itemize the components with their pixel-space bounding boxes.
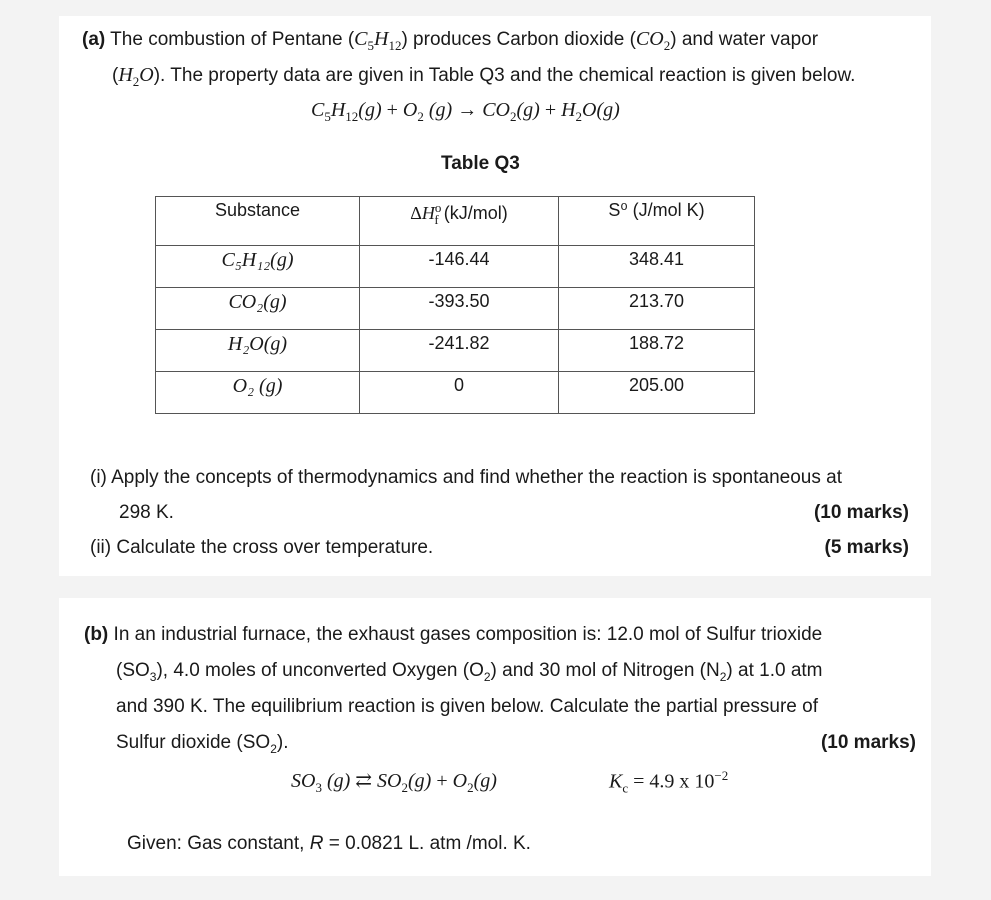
entropy-cell: 205.00	[559, 372, 755, 414]
h2o-formula: $H_2O$	[118, 64, 154, 89]
question-i-line1: (i) Apply the concepts of thermodynamics and find whether the reaction is spontaneous at	[90, 467, 842, 488]
part-a-card	[59, 16, 931, 576]
part-a-label: (a)	[82, 29, 106, 50]
question-ii: (ii) Calculate the cross over temperature.	[90, 537, 434, 558]
header-substance: Substance	[156, 197, 360, 246]
enthalpy-cell: -241.82	[360, 330, 559, 372]
table-row	[156, 372, 755, 414]
part-b-line2: $(SO_3)$, 4.0 moles of unconverted Oxygen $(O_2)$ and 30 mol of Nitrogen $(N_2)$ at 1.0 atm	[116, 660, 823, 684]
gas-constant-note: Given: Gas constant, R = 0.0821 L. atm /mol. K.	[127, 833, 531, 854]
part-b-card	[59, 598, 931, 876]
enthalpy-cell: -146.44	[360, 246, 559, 288]
header-entropy: S⁰ (J/mol K)	[559, 197, 755, 246]
table-header-row	[156, 197, 755, 246]
header-enthalpy: $\Delta H^o_f$ (kJ/mol)	[360, 197, 559, 246]
part-b-line3: and 390 K. The equilibrium reaction is given below. Calculate the partial pressure of	[116, 696, 818, 717]
question-i-marks: (10 marks)	[813, 502, 909, 523]
kc-expression: $K_c = 4.9$ x $10^{-2}$	[609, 768, 729, 796]
table-row	[156, 330, 755, 372]
table-title: Table Q3	[441, 153, 520, 174]
part-a-line1: (a) The combustion of Pentane $(C_5H_{12})$ produces Carbon dioxide $(CO_2)$ and water vapor	[82, 28, 819, 53]
equilibrium-equation: $SO_3$ (g) ⇄ $SO_2(g) + O_2(g)$	[291, 770, 497, 795]
formula-cell: H₂O(g)	[156, 330, 360, 372]
pentane-formula: $C_5H_{12}$	[354, 28, 402, 53]
enthalpy-cell: -393.50	[360, 288, 559, 330]
enthalpy-cell: 0	[360, 372, 559, 414]
entropy-cell: 188.72	[559, 330, 755, 372]
part-a-line2: $(H_2O)$. The property data are given in Table Q3 and the chemical reaction is given below.	[112, 64, 856, 89]
part-b-line1: (b) In an industrial furnace, the exhaust gases composition is: 12.0 mol of Sulfur trioxide	[84, 624, 823, 645]
formula-cell: CO₂(g)	[156, 288, 360, 330]
part-b-label: (b)	[84, 624, 109, 645]
question-i-line2: 298 K.	[119, 502, 174, 523]
formula-cell: C₅H₁₂(g)	[156, 246, 360, 288]
entropy-cell: 348.41	[559, 246, 755, 288]
co2-formula: $CO_2$	[635, 28, 671, 53]
combustion-equation: $C_5H_{12}(g) + O_2$ $(g) \to CO_2(g) + H_2O(g)$	[311, 99, 620, 124]
property-table	[155, 196, 755, 414]
part-b-line4: Sulfur dioxide $(SO_2)$.	[116, 732, 289, 756]
table-row	[156, 288, 755, 330]
table-row	[156, 246, 755, 288]
formula-cell: O₂ (g)	[156, 372, 360, 414]
part-b-marks: (10 marks)	[820, 732, 916, 753]
entropy-cell: 213.70	[559, 288, 755, 330]
question-ii-marks: (5 marks)	[824, 537, 909, 558]
